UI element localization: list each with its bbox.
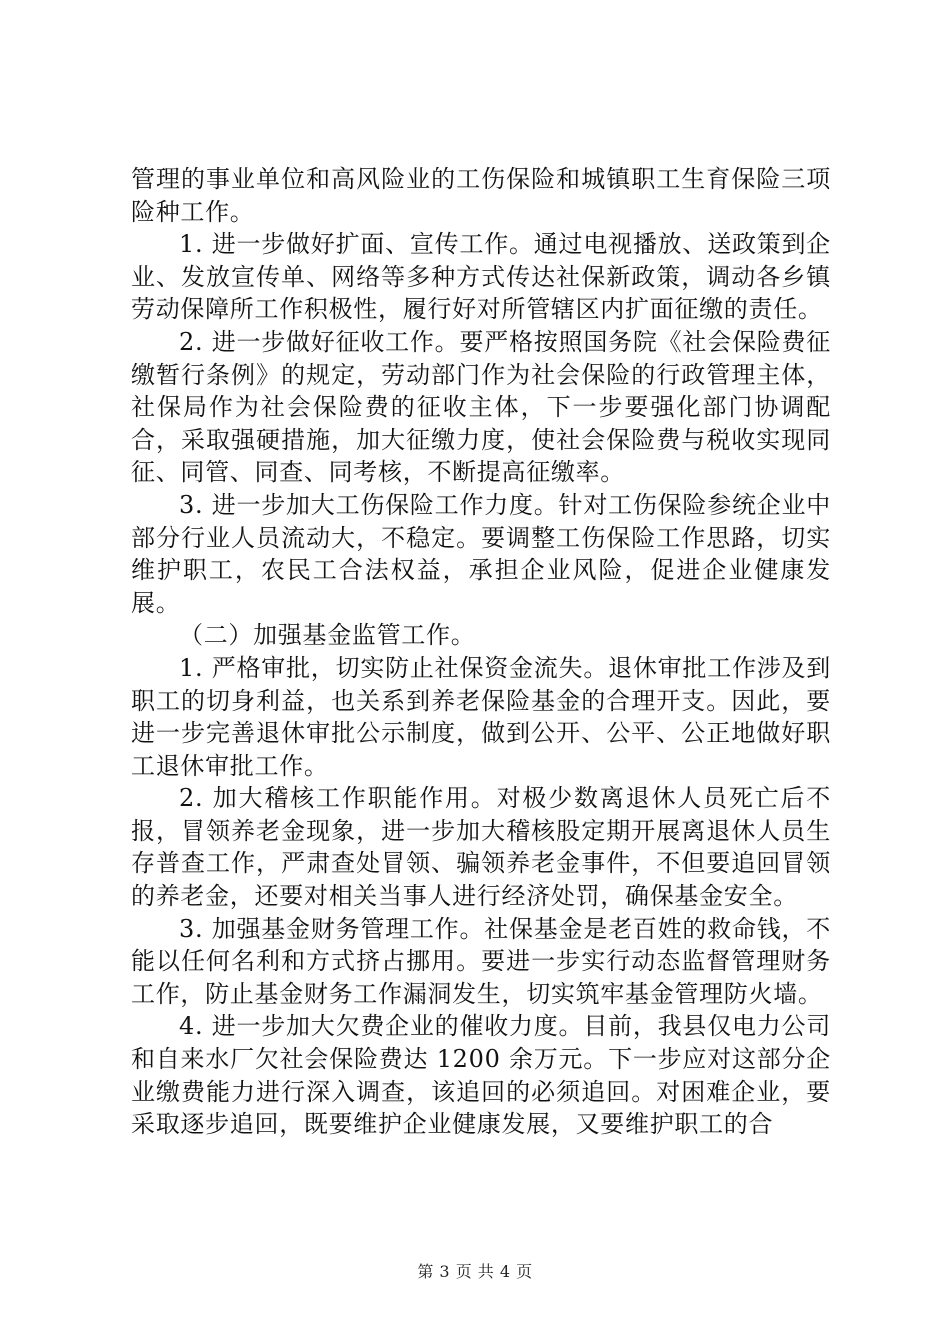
page-number-footer: 第 3 页 共 4 页 <box>417 1262 533 1281</box>
paragraph-item-1-expand-coverage: 1. 进一步做好扩面、宣传工作。通过电视播放、送政策到企业、发放宣传单、网络等多种方式传达社保新政策，调动各乡镇劳动保障所工作积极性，履行好对所管辖区内扩面征缴的责任。 <box>131 230 831 324</box>
section-heading-fund-supervision: （二）加强基金监管工作。 <box>179 621 476 650</box>
paragraph-item-3-finance: 3. 加强基金财务管理工作。社保基金是老百姓的救命钱，不能以任何名利和方式挤占挪用。要进一步实行动态监督管理财务工作，防止基金财务工作漏洞发生，切实筑牢基金管理防火墙。 <box>131 914 831 1008</box>
document-body <box>131 163 831 1141</box>
paragraph-item-2-collection: 2. 进一步做好征收工作。要严格按照国务院《社会保险费征缴暂行条例》的规定，劳动部门作为社会保险的行政管理主体，社保局作为社会保险费的征收主体，下一步要强化部门协调配合，采取强硬措施，加大征缴力度，使社会保险费与税收实现同征、同管、同查、同考核，不断提高征缴率。 <box>131 327 831 487</box>
paragraph-item-2-audit: 2. 加大稽核工作职能作用。对极少数离退休人员死亡后不报，冒领养老金现象，进一步加大稽核股定期开展离退休人员生存普查工作，严肃查处冒领、骗领养老金事件，不但要追回冒领的养老金，还要对相关当事人进行经济处罚，确保基金安全。 <box>131 784 831 911</box>
paragraph-item-1-approval: 1. 严格审批，切实防止社保资金流失。退休审批工作涉及到职工的切身利益，也关系到养老保险基金的合理开支。因此，要进一步完善退休审批公示制度，做到公开、公平、公正地做好职工退休审批工作。 <box>131 653 831 780</box>
paragraph-item-4-arrears: 4. 进一步加大欠费企业的催收力度。目前，我县仅电力公司和自来水厂欠社会保险费达 1200 余万元。下一步应对这部分企业缴费能力进行深入调查，该追回的必须追回。对困难企业，要采取逐步追回，既要维护企业健康发展，又要维护职工的合 <box>131 1012 831 1139</box>
paragraph-item-3-work-injury: 3. 进一步加大工伤保险工作力度。针对工伤保险参统企业中部分行业人员流动大，不稳定。要调整工伤保险工作思路，切实维护职工，农民工合法权益，承担企业风险，促进企业健康发展。 <box>131 490 831 617</box>
paragraph-continuation: 管理的事业单位和高风险业的工伤保险和城镇职工生育保险三项险种工作。 <box>131 165 831 226</box>
